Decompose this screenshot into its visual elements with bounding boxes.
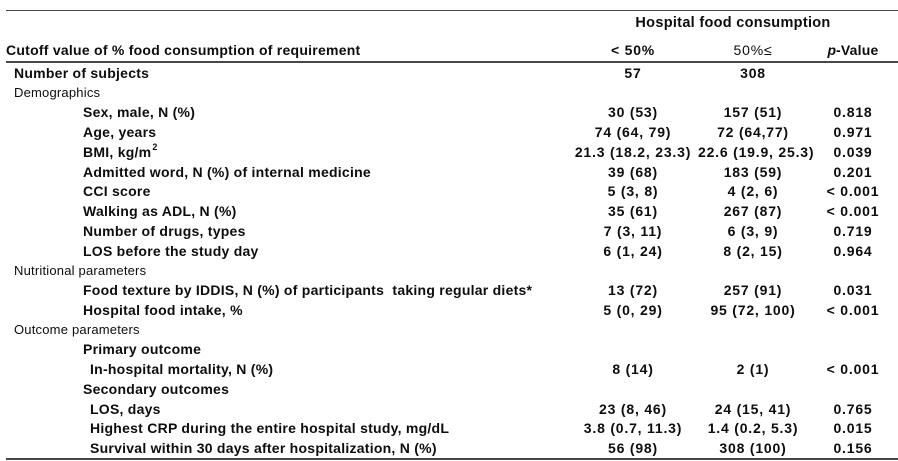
value-lt50: 5 (0, 29) [603, 301, 663, 318]
value-p: 0.201 [833, 163, 873, 180]
value-ge50: 1.4 (0.2, 5.3) [707, 420, 799, 437]
table-row [6, 241, 898, 261]
column-header-pvalue [808, 34, 898, 62]
value-ge50: 267 (87) [723, 203, 783, 220]
value-lt50: 30 (53) [608, 104, 658, 121]
value-lt50 [568, 320, 698, 340]
group-header-row [6, 11, 898, 35]
value-p: 0.765 [833, 400, 873, 417]
table-row [6, 221, 898, 241]
superscript: 2 [152, 142, 158, 153]
row-label: Secondary outcomes [83, 380, 230, 397]
table-header [6, 11, 898, 63]
column-header-ge50: 50%≤ [698, 34, 808, 62]
p-italic: p [827, 42, 837, 58]
value-p: < 0.001 [826, 183, 880, 200]
group-header-title: Hospital food consumption [635, 14, 831, 31]
row-label: BMI, $kg/m^2$ [83, 142, 158, 160]
value-p: < 0.001 [826, 361, 880, 378]
value-ge50: 2 (1) [736, 361, 770, 378]
value-ge50 [698, 261, 808, 281]
column-header-row [6, 34, 898, 62]
table-row [6, 103, 898, 123]
section-row [6, 320, 898, 340]
value-p: 0.039 [833, 143, 873, 160]
row-label: LOS, days [90, 400, 161, 417]
value-p [808, 379, 898, 399]
value-p: 0.719 [833, 222, 873, 239]
table-body [6, 62, 898, 459]
row-label: Primary outcome [83, 341, 202, 358]
table-row [6, 280, 898, 300]
value-lt50: 8 (14) [612, 361, 654, 378]
section-row [6, 83, 898, 103]
value-p [808, 320, 898, 340]
row-label: Demographics [14, 85, 101, 101]
group-header-spacer [6, 11, 568, 35]
table-row [6, 399, 898, 419]
row-label: Age, years [83, 124, 157, 141]
table-row [6, 142, 898, 162]
study-comparison-table [6, 10, 898, 460]
value-lt50 [568, 379, 698, 399]
value-ge50: 6 (3, 9) [727, 222, 779, 239]
table-row [6, 62, 898, 83]
value-p: 0.818 [833, 104, 873, 121]
value-p: 0.031 [833, 282, 873, 299]
value-ge50: 157 (51) [723, 104, 783, 121]
value-lt50: 5 (3, 8) [607, 183, 659, 200]
value-lt50: 3.8 (0.7, 11.3) [583, 420, 683, 437]
table-row [6, 182, 898, 202]
row-label: LOS before the study day [83, 242, 259, 259]
value-ge50 [698, 83, 808, 103]
row-label: Highest CRP during the entire hospital study, mg/dL [90, 420, 450, 437]
table-row [6, 438, 898, 459]
value-ge50 [698, 379, 808, 399]
table-row [6, 300, 898, 320]
value-ge50: 22.6 (19.9, 25.3) [698, 143, 815, 160]
subsection-row [6, 340, 898, 360]
value-p [808, 62, 898, 83]
value-p [808, 83, 898, 103]
value-p: 0.015 [833, 420, 873, 437]
value-lt50: 56 (98) [608, 440, 658, 457]
value-ge50: 72 (64,77) [717, 124, 789, 141]
value-ge50: 4 (2, 6) [727, 183, 779, 200]
value-ge50: 257 (91) [723, 282, 783, 299]
table-row [6, 359, 898, 379]
value-ge50: 183 (59) [723, 163, 783, 180]
row-label: Survival within 30 days after hospitalization, N (%) [90, 440, 437, 457]
value-ge50: 308 [740, 64, 766, 81]
row-label: In-hospital mortality, N (%) [90, 361, 274, 378]
value-ge50: 95 (72, 100) [710, 301, 796, 318]
table-row [6, 162, 898, 182]
value-lt50: 57 [624, 64, 642, 81]
value-p [808, 261, 898, 281]
value-ge50 [698, 340, 808, 360]
value-lt50: 23 (8, 46) [599, 400, 667, 417]
value-p: < 0.001 [826, 301, 880, 318]
value-lt50: 39 (68) [608, 163, 658, 180]
value-lt50: 21.3 (18.2, 23.3) [574, 143, 692, 160]
value-ge50: 8 (2, 15) [723, 242, 783, 259]
row-label: Admitted word, N (%) of internal medicine [83, 163, 371, 180]
table-row [6, 419, 898, 439]
value-ge50: 24 (15, 41) [714, 400, 792, 417]
value-lt50: 13 (72) [608, 282, 658, 299]
value-lt50: 74 (64, 79) [594, 124, 672, 141]
row-label: Sex, male, N (%) [83, 104, 196, 121]
section-row [6, 261, 898, 281]
value-lt50: 35 (61) [608, 203, 658, 220]
table-row [6, 201, 898, 221]
row-label: Hospital food intake, % [83, 301, 243, 318]
row-label: Food texture by IDDIS, N (%) of participants taking regular diets* [83, 282, 533, 299]
row-label: Nutritional parameters [14, 262, 147, 278]
value-lt50: 6 (1, 24) [603, 242, 663, 259]
row-label: Number of drugs, types [83, 222, 246, 239]
column-header-lt50: < 50% [568, 34, 698, 62]
table-row [6, 122, 898, 142]
row-label: Walking as ADL, N (%) [83, 203, 237, 220]
value-lt50 [568, 261, 698, 281]
column-header-cutoff-label: Cutoff value of % food consumption of requirement [6, 34, 568, 62]
row-label: Outcome parameters [14, 322, 140, 338]
subsection-row [6, 379, 898, 399]
p-value-suffix: -Value [836, 42, 879, 58]
value-p: 0.156 [833, 440, 873, 457]
value-p: 0.964 [833, 242, 873, 259]
row-label: CCI score [83, 183, 151, 200]
value-p: < 0.001 [826, 203, 880, 220]
value-p [808, 340, 898, 360]
value-p: 0.971 [833, 124, 873, 141]
row-label: Number of subjects [14, 64, 150, 81]
value-lt50: 7 (3, 11) [603, 222, 663, 239]
value-ge50 [698, 320, 808, 340]
value-lt50 [568, 83, 698, 103]
value-ge50: 308 (100) [719, 440, 787, 457]
value-lt50 [568, 340, 698, 360]
